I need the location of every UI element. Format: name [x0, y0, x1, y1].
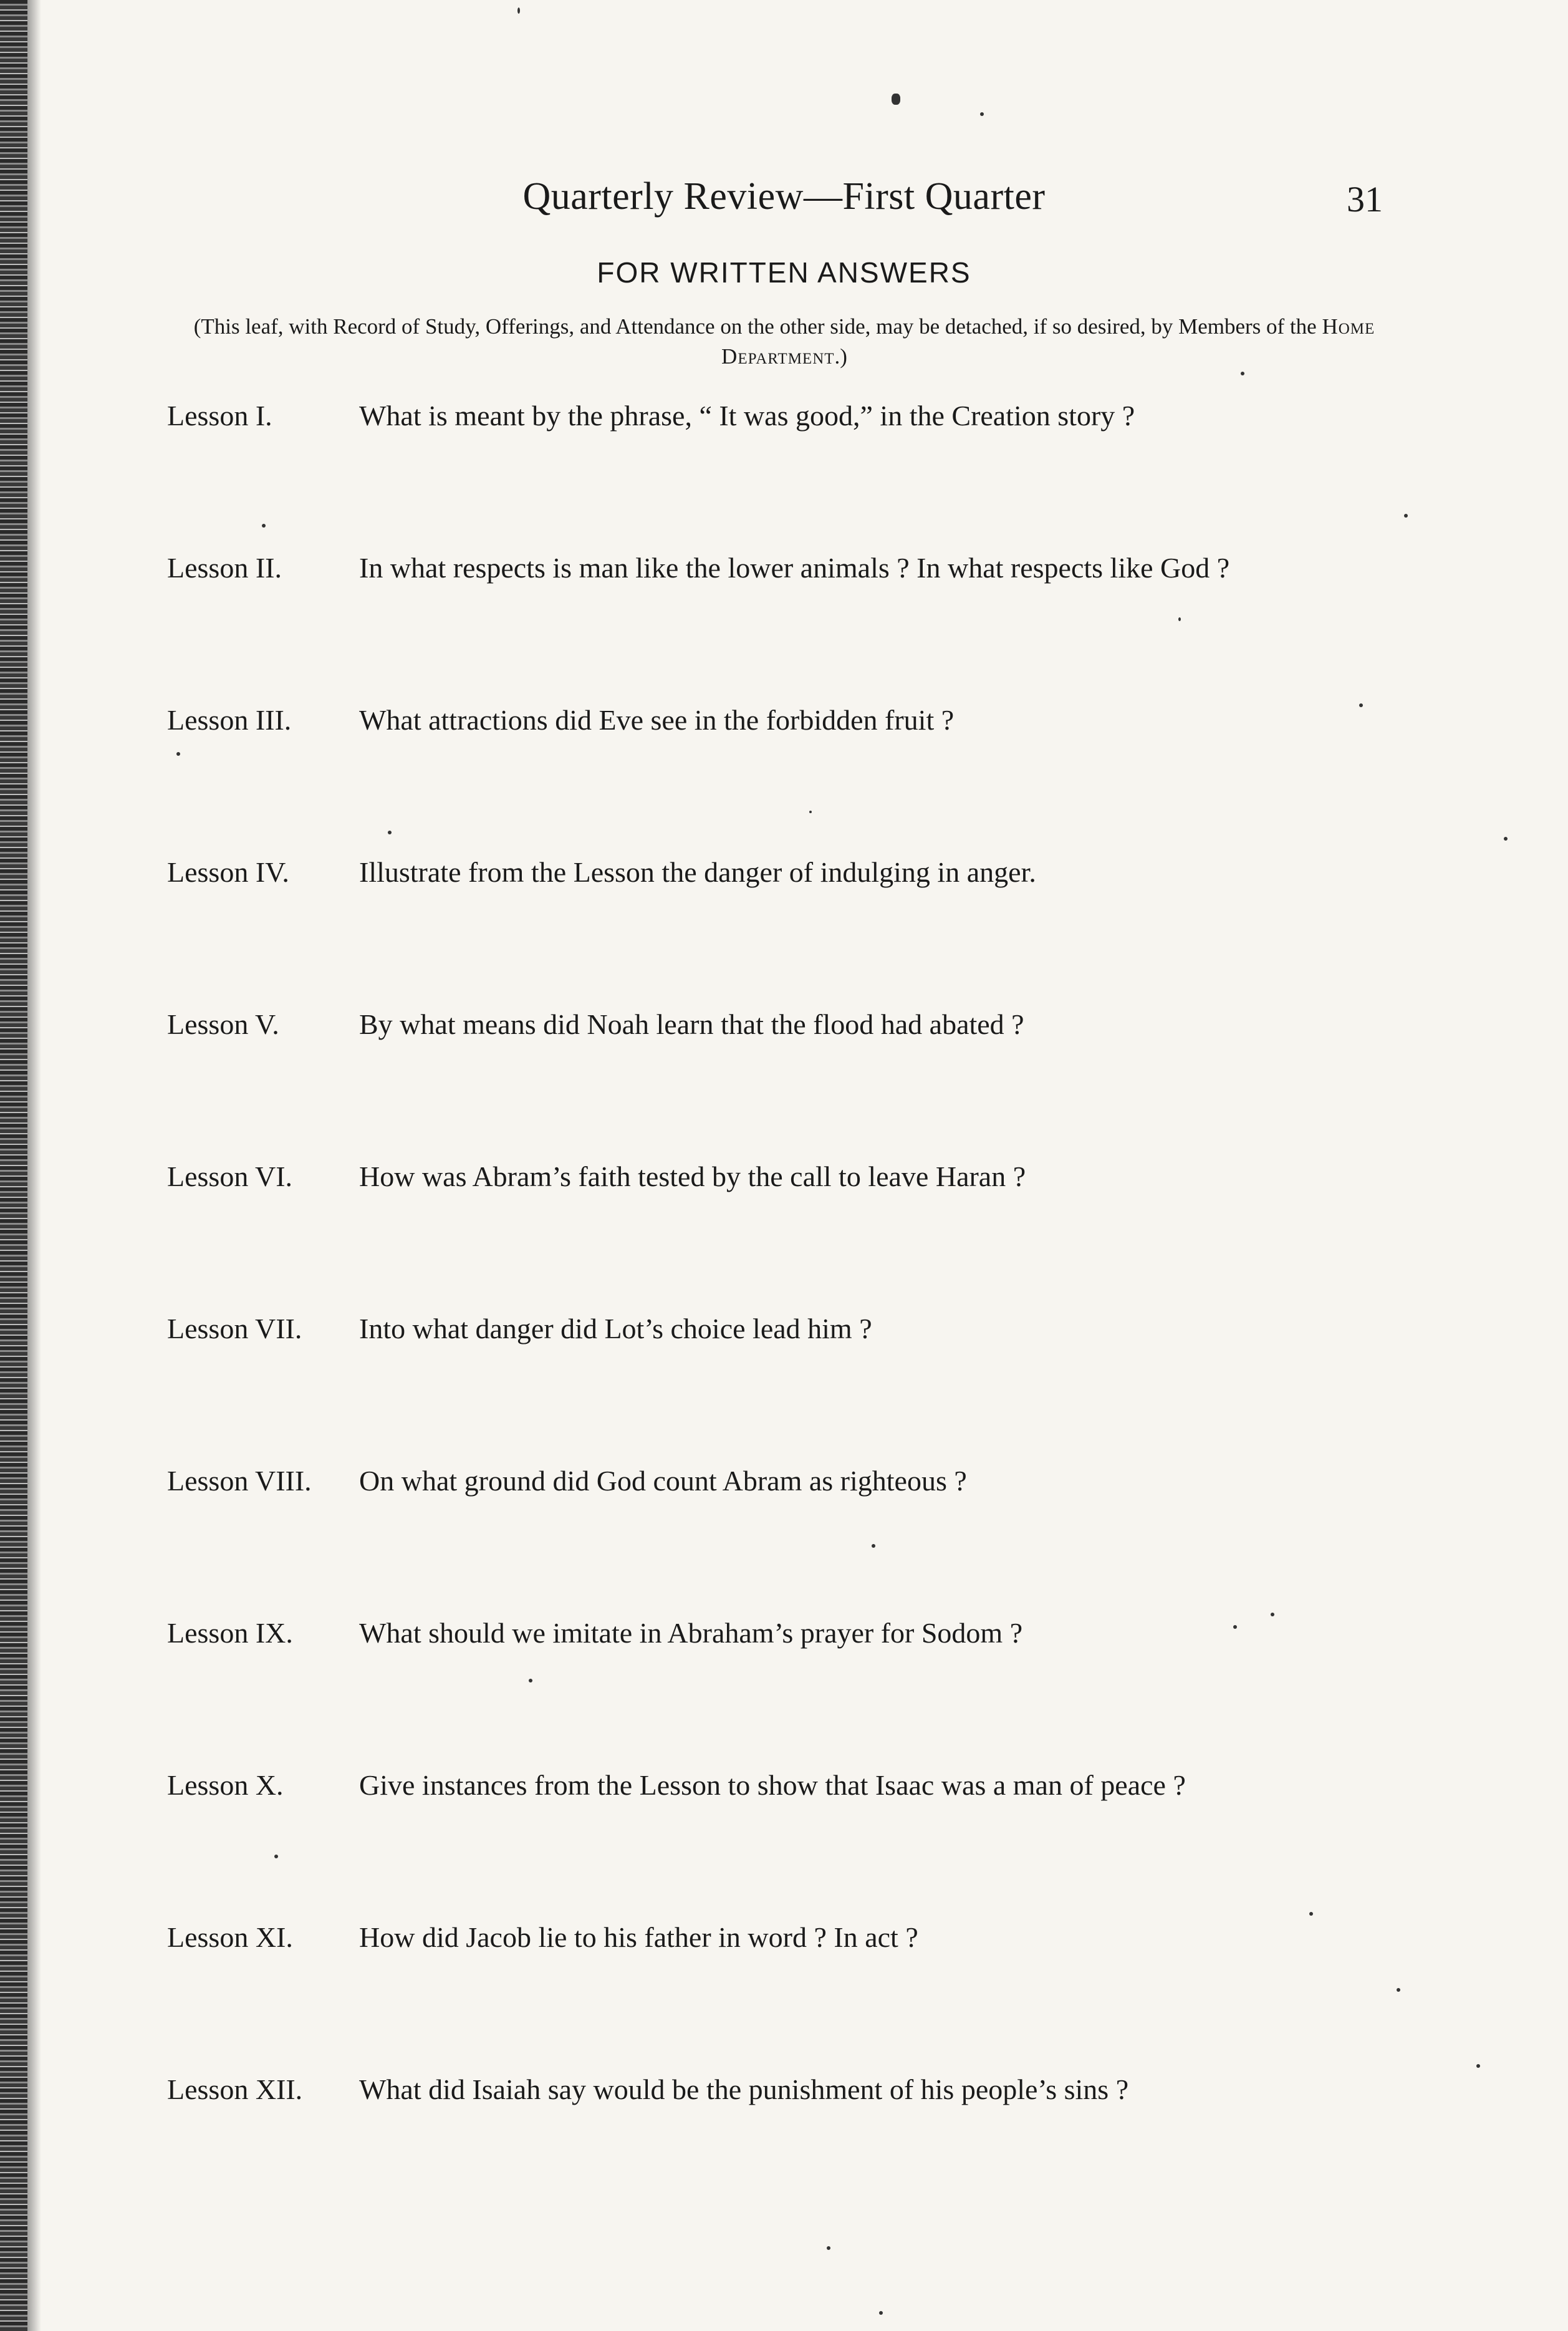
- lesson-question: Illustrate from the Lesson the danger of indulging in anger.: [359, 856, 1036, 888]
- scan-speck: [1404, 514, 1408, 518]
- lesson-row: [167, 1459, 1414, 1503]
- detach-note-small-caps: Home Department: [721, 314, 1375, 369]
- lesson-label: Lesson VIII.: [167, 1465, 312, 1497]
- lesson-label: Lesson V.: [167, 1008, 279, 1040]
- scan-speck: [1178, 617, 1181, 621]
- lesson-row: [167, 1155, 1414, 1199]
- scan-speck: [529, 1679, 532, 1682]
- lesson-label: Lesson XII.: [167, 2073, 303, 2105]
- scan-speck: [1271, 1613, 1274, 1616]
- lesson-label: Lesson III.: [167, 704, 292, 736]
- lesson-row: [167, 1916, 1414, 1959]
- detach-note-end: .): [834, 344, 847, 369]
- lesson-question: What did Isaiah say would be the punishment of his people’s sins ?: [359, 2073, 1129, 2105]
- scan-speck: [872, 1544, 875, 1548]
- lesson-question: By what means did Noah learn that the flood had abated ?: [359, 1008, 1024, 1040]
- lesson-row: [167, 1307, 1414, 1351]
- page-header: [0, 175, 1568, 237]
- section-heading: FOR WRITTEN ANSWERS: [597, 256, 971, 289]
- page-binding-edge: [0, 0, 27, 2331]
- lesson-question: In what respects is man like the lower animals ? In what respects like God ?: [359, 552, 1230, 584]
- scan-speck: [517, 7, 520, 14]
- lesson-row: [167, 1764, 1414, 1807]
- lesson-question: What attractions did Eve see in the forbidden fruit ?: [359, 704, 955, 736]
- scan-speck: [176, 752, 180, 756]
- scan-speck: [1359, 703, 1363, 707]
- lesson-row: [167, 2068, 1414, 2111]
- lesson-label: Lesson IV.: [167, 856, 289, 888]
- lesson-question: How did Jacob lie to his father in word ? In act ?: [359, 1921, 918, 1953]
- lesson-row: [167, 546, 1414, 590]
- scan-speck: [879, 2311, 883, 2315]
- scan-speck: [827, 2246, 830, 2250]
- lesson-label: Lesson XI.: [167, 1921, 293, 1953]
- lesson-row: [167, 698, 1414, 742]
- detach-note-text: (This leaf, with Record of Study, Offerings, and Attendance on the other side, may be detached, if so desired, by Members of the: [193, 314, 1322, 339]
- lesson-question: Into what danger did Lot’s choice lead him ?: [359, 1313, 872, 1344]
- lesson-label: Lesson I.: [167, 400, 272, 432]
- lesson-question: Give instances from the Lesson to show that Isaac was a man of peace ?: [359, 1769, 1186, 1801]
- scan-speck: [1233, 1625, 1237, 1629]
- page-number: 31: [1347, 179, 1383, 220]
- scan-speck: [1309, 1912, 1313, 1916]
- lesson-question: On what ground did God count Abram as righteous ?: [359, 1465, 967, 1497]
- scan-speck: [1241, 372, 1244, 375]
- scan-speck: [262, 524, 266, 528]
- lesson-label: Lesson II.: [167, 552, 282, 584]
- running-title: Quarterly Review—First Quarter: [522, 175, 1046, 218]
- scan-speck: [892, 94, 900, 105]
- lesson-row: [167, 851, 1414, 894]
- detach-note: [167, 312, 1402, 372]
- scan-speck: [1476, 2064, 1480, 2068]
- lesson-label: Lesson VII.: [167, 1313, 302, 1344]
- lesson-row: [167, 1003, 1414, 1046]
- lesson-label: Lesson VI.: [167, 1161, 293, 1192]
- scan-speck: [980, 112, 984, 116]
- lesson-question: What is meant by the phrase, “ It was good,” in the Creation story ?: [359, 400, 1135, 432]
- scan-speck: [388, 831, 392, 834]
- lesson-question: What should we imitate in Abraham’s prayer for Sodom ?: [359, 1617, 1023, 1649]
- scan-speck: [1397, 1988, 1400, 1992]
- scan-speck: [274, 1855, 278, 1858]
- lesson-row: [167, 394, 1414, 438]
- page-binding-shadow: [27, 0, 41, 2331]
- scan-speck: [809, 811, 812, 813]
- lesson-row: [167, 1611, 1414, 1655]
- lesson-label: Lesson X.: [167, 1769, 284, 1801]
- lesson-question: How was Abram’s faith tested by the call to leave Haran ?: [359, 1161, 1026, 1192]
- lesson-label: Lesson IX.: [167, 1617, 293, 1649]
- scan-speck: [1504, 837, 1508, 841]
